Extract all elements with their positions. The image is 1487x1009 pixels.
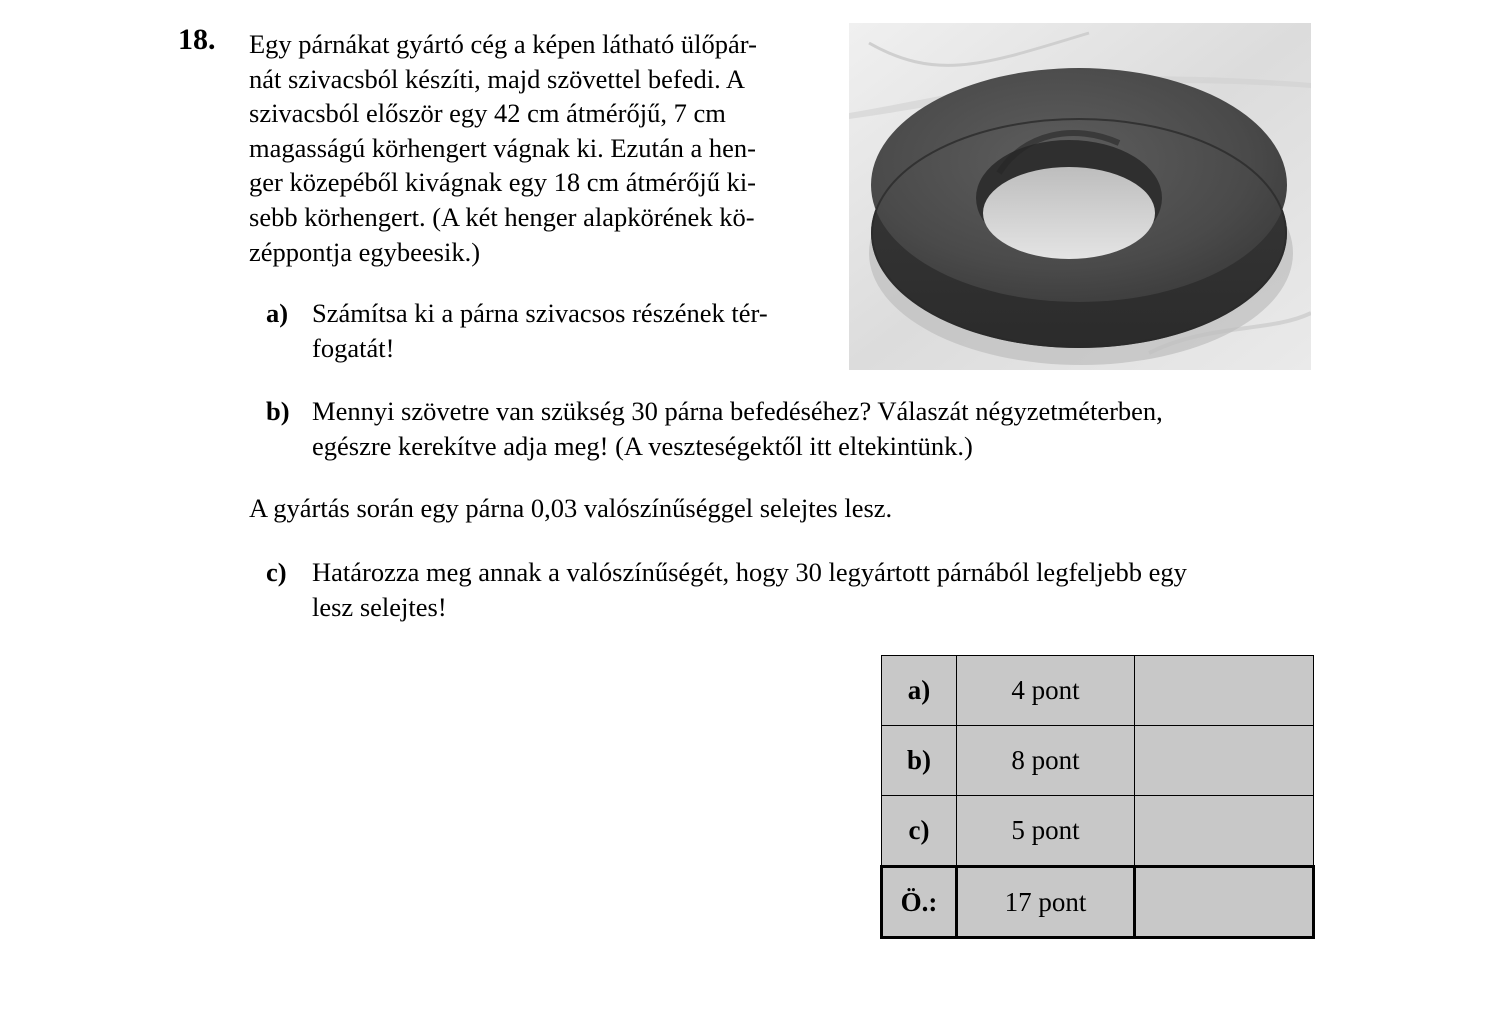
total-label: Ö.: (882, 867, 957, 938)
part-c-label: c) (266, 557, 287, 587)
score-row-total (882, 867, 1314, 938)
score-row-c (882, 796, 1314, 867)
intro-line: szivacsból először egy 42 cm átmérőjű, 7 cm (249, 98, 726, 129)
score-label: b) (882, 726, 957, 796)
score-label: c) (882, 796, 957, 867)
part-a-label: a) (266, 298, 289, 328)
max-points: 8 pont (957, 726, 1135, 796)
intro-line: zéppontja egybeesik.) (249, 236, 481, 267)
earned-points-cell (1135, 656, 1314, 726)
part-b-text (312, 394, 1312, 463)
defect-note: A gyártás során egy párna 0,03 valószínűséggel selejtes lesz. (249, 493, 893, 523)
score-label: a) (882, 656, 957, 726)
intro-line: nát szivacsból készíti, majd szövettel befedi. A (249, 63, 745, 94)
scoring-table (880, 655, 1315, 939)
earned-points-cell (1135, 726, 1314, 796)
total-earned-cell (1135, 867, 1314, 938)
part-a (266, 296, 828, 368)
intro-line: Egy párnákat gyártó cég a képen látható ülőpár- (249, 29, 757, 59)
part-c (266, 555, 1312, 627)
part-c-line: lesz selejtes! (312, 591, 447, 622)
part-b (266, 394, 1312, 466)
cushion-photo (849, 23, 1311, 370)
part-b-line: egészre kerekítve adja meg! (A veszteségektől itt eltekintünk.) (312, 430, 973, 461)
part-b-label: b) (266, 396, 290, 426)
question-number: 18. (178, 23, 216, 56)
part-c-line: Határozza meg annak a valószínűségét, hogy 30 legyártott párnából legfeljebb egy (312, 557, 1187, 587)
intro-line: magasságú körhengert vágnak ki. Ezután a hen- (249, 132, 756, 163)
part-c-text (312, 555, 1312, 624)
total-points: 17 pont (957, 867, 1135, 938)
earned-points-cell (1135, 796, 1314, 867)
intro-line: ger közepéből kivágnak egy 18 cm átmérőjű ki- (249, 167, 757, 198)
part-a-text (312, 296, 828, 365)
part-a-line: Számítsa ki a párna szivacsos részének tér- (312, 298, 768, 328)
max-points: 5 pont (957, 796, 1135, 867)
score-row-b (882, 726, 1314, 796)
max-points: 4 pont (957, 656, 1135, 726)
intro-line: sebb körhengert. (A két henger alapkörének kö- (249, 201, 755, 232)
part-a-line: fogatát! (312, 332, 395, 363)
question-intro (249, 27, 827, 269)
part-b-line: Mennyi szövetre van szükség 30 párna befedéséhez? Válaszát négyzetméterben, (312, 396, 1163, 426)
score-row-a (882, 656, 1314, 726)
cushion-hole (983, 167, 1155, 259)
